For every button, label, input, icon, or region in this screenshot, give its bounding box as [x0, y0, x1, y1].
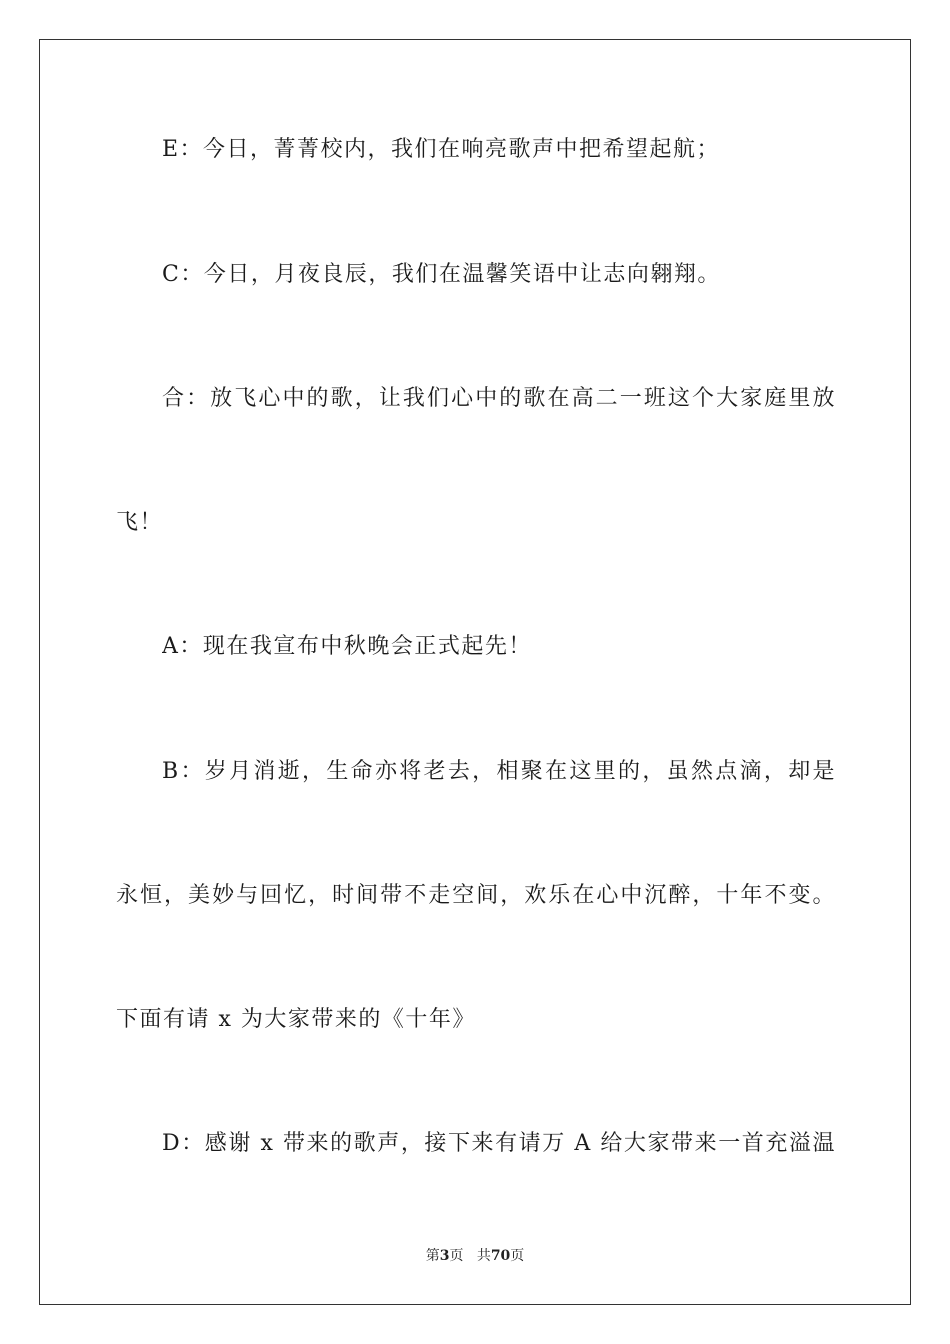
page-footer [0, 1246, 950, 1266]
paragraph-line-together: 合：放飞心中的歌，让我们心中的歌在高二一班这个大家庭里放 [162, 386, 836, 411]
footer-total-prefix: 共 [476, 1248, 491, 1264]
paragraph-line-b-cont: 永恒，美妙与回忆，时间带不走空间，欢乐在心中沉醉，十年不变。 [116, 883, 836, 908]
paragraph-line-e: E：今日，菁菁校内，我们在响亮歌声中把希望起航； [162, 137, 721, 162]
footer-total-suffix: 页 [510, 1248, 525, 1264]
paragraph-line-b: B：岁月消逝，生命亦将老去，相聚在这里的，虽然点滴，却是 [162, 759, 836, 784]
paragraph-line-a: A：现在我宣布中秋晚会正式起先！ [162, 634, 532, 659]
paragraph-line-b-cont2: 下面有请 x 为大家带来的《十年》 [116, 1007, 476, 1032]
paragraph-line-c: C：今日，月夜良辰，我们在温馨笑语中让志向翱翔。 [162, 262, 721, 287]
footer-total-number: 70 [490, 1248, 511, 1264]
page-border [39, 39, 911, 1305]
footer-page-suffix: 页 [449, 1248, 464, 1264]
paragraph-line-together-cont: 飞！ [116, 510, 164, 535]
footer-page-number: 3 [439, 1248, 450, 1264]
footer-page-prefix: 第 [425, 1248, 440, 1264]
paragraph-line-d: D：感谢 x 带来的歌声，接下来有请万 A 给大家带来一首充溢温 [162, 1131, 836, 1156]
